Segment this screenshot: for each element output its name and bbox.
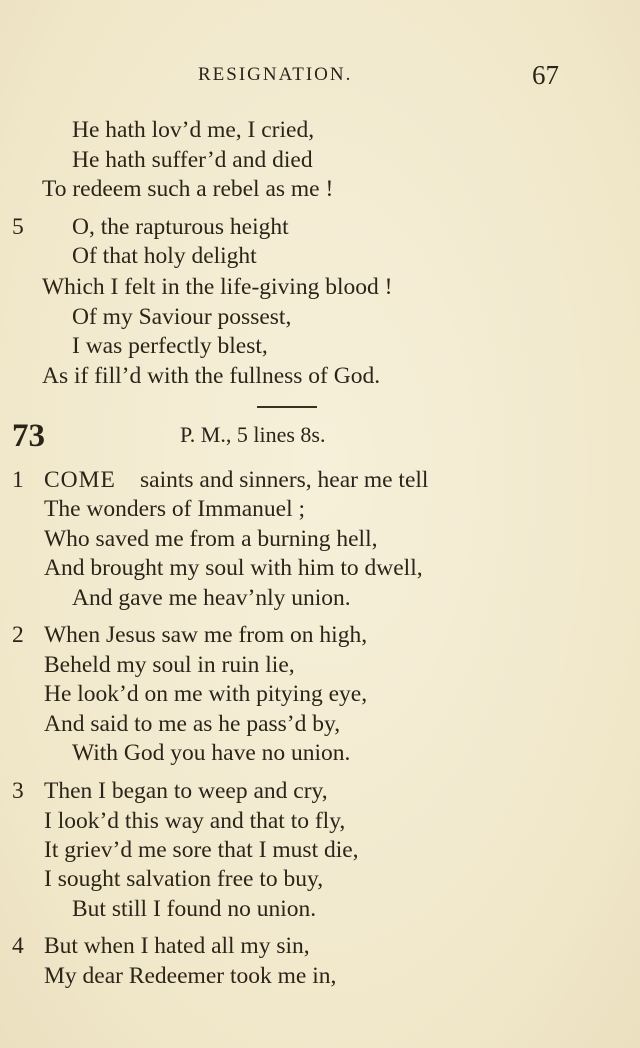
verse-line: Who saved me from a burning hell,: [44, 526, 378, 552]
verse-line: But when I hated all my sin,: [44, 933, 310, 959]
verse-line: As if fill’d with the fullness of God.: [42, 363, 381, 389]
verse-number: 3: [12, 778, 24, 804]
verse-line: O, the rapturous height: [72, 214, 289, 240]
verse-line: He hath suffer’d and died: [72, 147, 313, 173]
verse-number: 4: [12, 933, 24, 959]
verse-line: But still I found no union.: [72, 896, 317, 922]
section-divider: [257, 406, 317, 408]
verse-line: It griev’d me sore that I must die,: [44, 837, 359, 863]
verse-line: And said to me as he pass’d by,: [44, 711, 341, 737]
page-number: 67: [532, 60, 559, 90]
verse-line: He look’d on me with pitying eye,: [44, 681, 368, 707]
hymn-meter: P. M., 5 lines 8s.: [180, 422, 326, 447]
hymn-number: 73: [12, 418, 45, 454]
verse-line: With God you have no union.: [72, 740, 351, 766]
verse-line: Beheld my soul in ruin lie,: [44, 652, 295, 678]
verse-line: Then I began to weep and cry,: [44, 778, 328, 804]
verse-line: I was perfectly blest,: [72, 333, 268, 359]
verse-number: 1: [12, 467, 24, 493]
verse-line: When Jesus saw me from on high,: [44, 622, 368, 648]
verse-first-word: COME: [44, 467, 116, 493]
verse-line: I sought salvation free to buy,: [44, 866, 324, 892]
verse-line: He hath lov’d me, I cried,: [72, 117, 315, 143]
verse-line: Of my Saviour possest,: [72, 304, 292, 330]
verse-number: 2: [12, 622, 24, 648]
verse-line: To redeem such a rebel as me !: [42, 176, 334, 202]
verse-line: Of that holy delight: [72, 243, 257, 269]
verse-line: The wonders of Immanuel ;: [44, 496, 306, 522]
stanza-number: 5: [12, 214, 24, 240]
verse-line: And brought my soul with him to dwell,: [44, 555, 423, 581]
verse-line: Which I felt in the life-giving blood !: [42, 274, 393, 300]
verse-line: And gave me heav’nly union.: [72, 585, 351, 611]
verse-line: saints and sinners, hear me tell: [140, 467, 429, 493]
verse-line: I look’d this way and that to fly,: [44, 808, 346, 834]
page-header: [0, 60, 640, 94]
running-head: RESIGNATION.: [198, 64, 353, 85]
verse-line: My dear Redeemer took me in,: [44, 963, 337, 989]
